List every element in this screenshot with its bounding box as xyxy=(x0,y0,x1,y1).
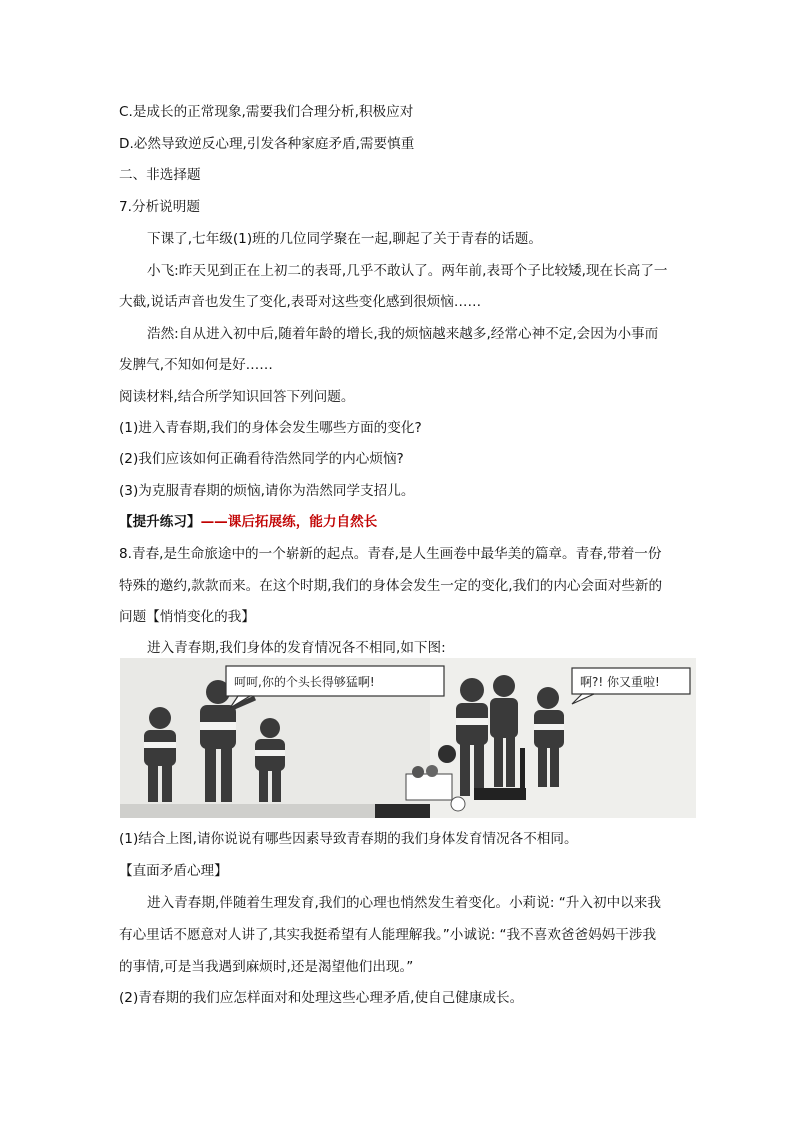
section-heading: 二、非选择题 xyxy=(119,167,201,183)
practice-label: 【提升练习】 xyxy=(119,514,201,530)
material-haoran-2: 发脾气,不知如何是好…… xyxy=(119,357,273,373)
bubble-right: 啊?! 你又重啦! xyxy=(580,675,660,689)
material-haoran-1: 浩然:自从进入初中后,随着年龄的增长,我的烦恼越来越多,经常心神不定,会因为小事而 xyxy=(147,326,659,342)
question-7-1: (1)进入青春期,我们的身体会发生哪些方面的变化? xyxy=(119,420,422,436)
contradiction-text-2: 有心里话不愿意对人讲了,其实我挺希望有人能理解我。”小诚说: “我不喜欢爸爸妈妈干涉我 xyxy=(119,927,657,943)
material-intro: 下课了,七年级(1)班的几位同学聚在一起,聊起了关于青春的话题。 xyxy=(147,231,542,247)
practice-subtitle: ——课后拓展练，能力自然长 xyxy=(200,514,378,530)
section-contradiction: 【直面矛盾心理】 xyxy=(119,863,228,879)
option-d: D.必然导致逆反心理,引发各种家庭矛盾,需要慎重 xyxy=(119,136,415,152)
bubble-left: 呵呵,你的个头长得够猛啊! xyxy=(234,675,375,689)
figure-intro: 进入青春期,我们身体的发育情况各不相同,如下图: xyxy=(147,640,446,656)
question-8-text-2: 特殊的邀约,款款而来。在这个时期,我们的身体会发生一定的变化,我们的内心会面对些新的 xyxy=(119,578,663,594)
question-8-text-1: 8.青春,是生命旅途中的一个崭新的起点。青春,是人生画卷中最华美的篇章。青春,带着一份 xyxy=(119,546,662,562)
question-7-title: 7.分析说明题 xyxy=(119,199,200,215)
option-c: C.是成长的正常现象,需要我们合理分析,积极应对 xyxy=(119,104,414,120)
question-7-2: (2)我们应该如何正确看待浩然同学的内心烦恼? xyxy=(119,451,404,467)
question-8-text-3: 问题【悄悄变化的我】 xyxy=(119,609,255,625)
question-8-1: (1)结合上图,请你说说有哪些因素导致青春期的我们身体发育情况各不相同。 xyxy=(119,831,578,847)
question-7-3: (3)为克服青春期的烦恼,请你为浩然同学支招儿。 xyxy=(119,483,415,499)
practice-heading xyxy=(119,512,699,532)
question-8-2: (2)青春期的我们应怎样面对和处理这些心理矛盾,使自己健康成长。 xyxy=(119,990,524,1006)
illustration-students xyxy=(120,658,696,818)
material-xiaofei-2: 大截,说话声音也发生了变化,表哥对这些变化感到很烦恼…… xyxy=(119,294,482,310)
contradiction-text-1: 进入青春期,伴随着生理发育,我们的心理也悄然发生着变化。小莉说: “升入初中以来我 xyxy=(147,895,661,911)
question-instruction: 阅读材料,结合所学知识回答下列问题。 xyxy=(119,389,355,405)
contradiction-text-3: 的事情,可是当我遇到麻烦时,还是渴望他们出现。” xyxy=(119,959,414,975)
material-xiaofei-1: 小飞:昨天见到正在上初二的表哥,几乎不敢认了。两年前,表哥个子比较矮,现在长高了一 xyxy=(147,263,668,279)
